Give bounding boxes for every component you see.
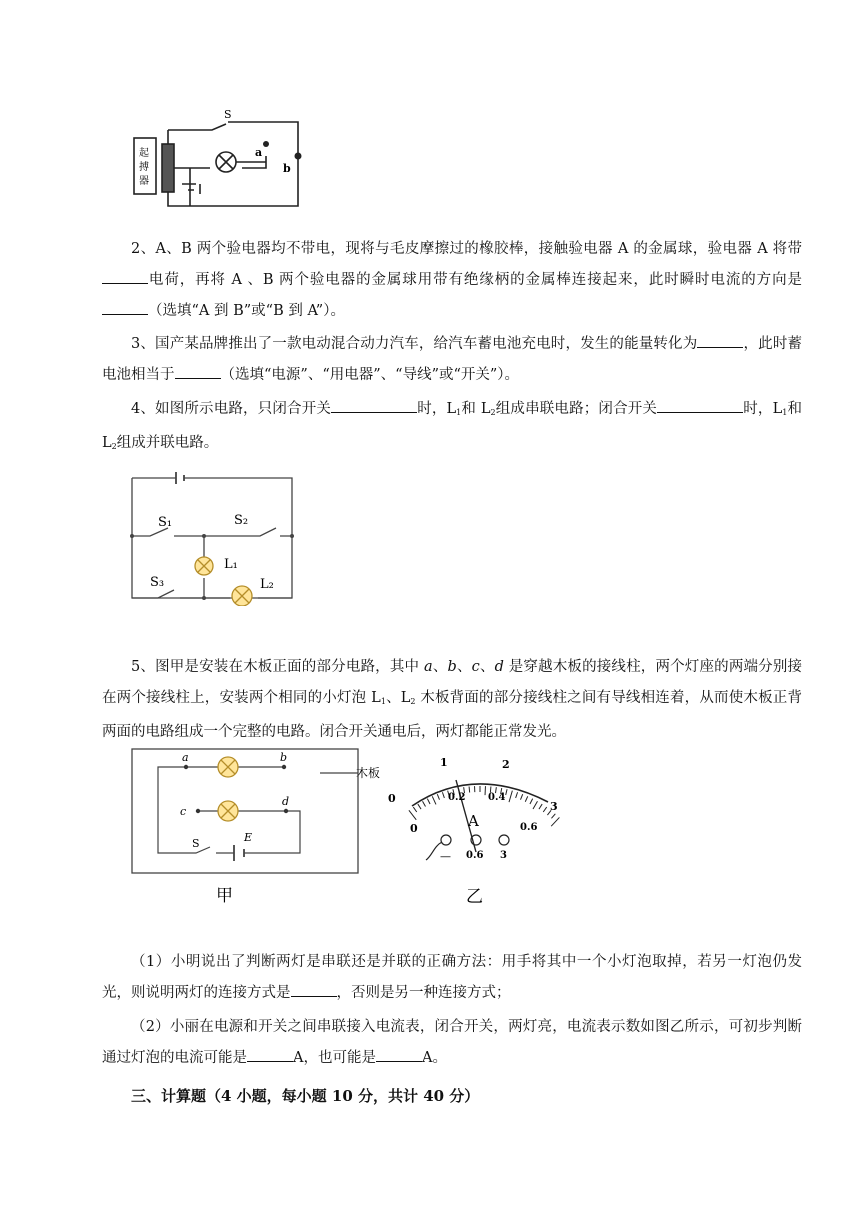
battery-label: E (244, 831, 253, 844)
scale-tick (533, 801, 537, 809)
inner-tick-04: 0.4 (488, 792, 506, 803)
answer-blank[interactable] (376, 1045, 422, 1062)
point-b-label: b (283, 162, 291, 175)
scale-tick (530, 799, 533, 804)
switch-label: S (192, 837, 200, 850)
scale-tick (506, 789, 507, 795)
switch-s2-label: S₂ (234, 513, 249, 528)
scale-tick (551, 814, 555, 819)
scale-tick (469, 787, 470, 793)
series-parallel-circuit-figure (124, 470, 300, 606)
device-char-3: 器 (139, 176, 149, 187)
question-5-2: （2）小丽在电源和开关之间串联接入电流表，闭合开关，两灯亮，电流表示数如图乙所示，可初步判断通过灯泡的电流可能是 A，也可能是 A。 (102, 1019, 802, 1066)
scale-tick (437, 794, 439, 800)
answer-blank[interactable] (291, 980, 337, 997)
switch-s1-label: S₁ (158, 515, 173, 530)
scale-tick (413, 807, 416, 812)
outer-tick-3: 3 (550, 800, 558, 813)
terminal-06: 0.6 (466, 850, 484, 861)
scale-tick (442, 792, 444, 798)
switch-s3-label: S₃ (150, 575, 165, 590)
answer-blank[interactable] (657, 396, 743, 413)
answer-blank[interactable] (697, 331, 743, 348)
scale-tick (516, 792, 518, 798)
section-3-heading: 三、计算题（4 小题，每小题 10 分，共计 40 分） (131, 1087, 480, 1105)
scale-tick (509, 791, 512, 803)
terminal-3: 3 (500, 850, 507, 861)
outer-tick-1: 1 (440, 756, 448, 769)
point-c-label: c (180, 805, 187, 818)
caption-jia: 甲 (216, 886, 233, 905)
scale-tick (423, 801, 426, 806)
lamp-l2-label: L₂ (260, 577, 274, 592)
inner-tick-0: 0 (410, 822, 418, 835)
scale-tick (551, 817, 559, 826)
answer-blank[interactable] (175, 362, 221, 379)
terminal-minus: — (440, 850, 451, 863)
question-3: 3、国产某品牌推出了一款电动混合动力汽车，给汽车蓄电池充电时，发生的能量转化为 ，此时蓄电池相当于 （选填“电源”、“用电器”、“导线”或“开关”）。 (102, 329, 802, 391)
question-4: 4、如图所示电路，只闭合开关 时，$L_1$和 $L_2$组成串联电路；闭合开关 时，$L_1$和 $L_2$组成并联电路。 (102, 394, 802, 462)
scale-tick (543, 807, 546, 812)
lamp-l1-label: L₁ (224, 557, 238, 572)
switch-label: S (224, 108, 232, 121)
point-a-label: a (255, 146, 263, 159)
board-circuit-figure (130, 745, 390, 905)
answer-blank[interactable] (247, 1045, 293, 1062)
scale-tick (525, 796, 527, 801)
caption-yi: 乙 (466, 887, 483, 907)
scale-tick (432, 796, 436, 804)
ammeter-figure (384, 752, 584, 912)
pacemaker-circuit-figure (130, 104, 310, 216)
question-5-1: （1）小明说出了判断两灯是串联还是并联的正确方法：用手将其中一个小灯泡取掉，若另一灯泡仍发光，则说明两灯的连接方式是 ，否则是另一种连接方式； (102, 954, 802, 1001)
outer-tick-2: 2 (502, 758, 510, 771)
answer-blank[interactable] (102, 267, 148, 284)
inner-tick-06: 0.6 (520, 822, 538, 833)
scale-tick (427, 799, 430, 804)
question-2: 2、A、B 两个验电器均不带电，现将与毛皮摩擦过的橡胶棒，接触验电器 A 的金属球，验电器 A 将带电荷，再将 A 、B 两个验电器的金属球用带有绝缘柄的金属棒连接起来，此时瞬时电流的方向是（选填“A 到 B”或“B 到 A”）。 (102, 234, 802, 327)
answer-blank[interactable] (102, 298, 148, 315)
scale-tick (539, 804, 542, 809)
inner-tick-02: 0.2 (448, 792, 466, 803)
point-b-label: b (280, 751, 288, 764)
outer-tick-0: 0 (388, 792, 396, 805)
scale-tick (418, 804, 421, 809)
device-char-2: 搏 (139, 162, 149, 173)
answer-blank[interactable] (331, 396, 417, 413)
scale-tick (409, 810, 416, 819)
unit-label: A (468, 812, 479, 830)
question-5: 5、图甲是安装在木板正面的部分电路，其中 a、b、c、d 是穿越木板的接线柱，两个灯座的两端分别接在两个接线柱上，安装两个相同的小灯泡 $L_1$、$L_2$ 木板背面的部分接线柱之间有导线相连着，从而使木板正背两面的电路组成一个完整的电路。闭合开关通电后，两灯都能正常发光。 (102, 659, 803, 740)
point-a-label: a (182, 751, 189, 764)
board-label: 木板 (356, 766, 381, 780)
scale-tick (520, 794, 522, 800)
device-char-1: 起 (139, 148, 149, 159)
point-d-label: d (282, 795, 290, 808)
